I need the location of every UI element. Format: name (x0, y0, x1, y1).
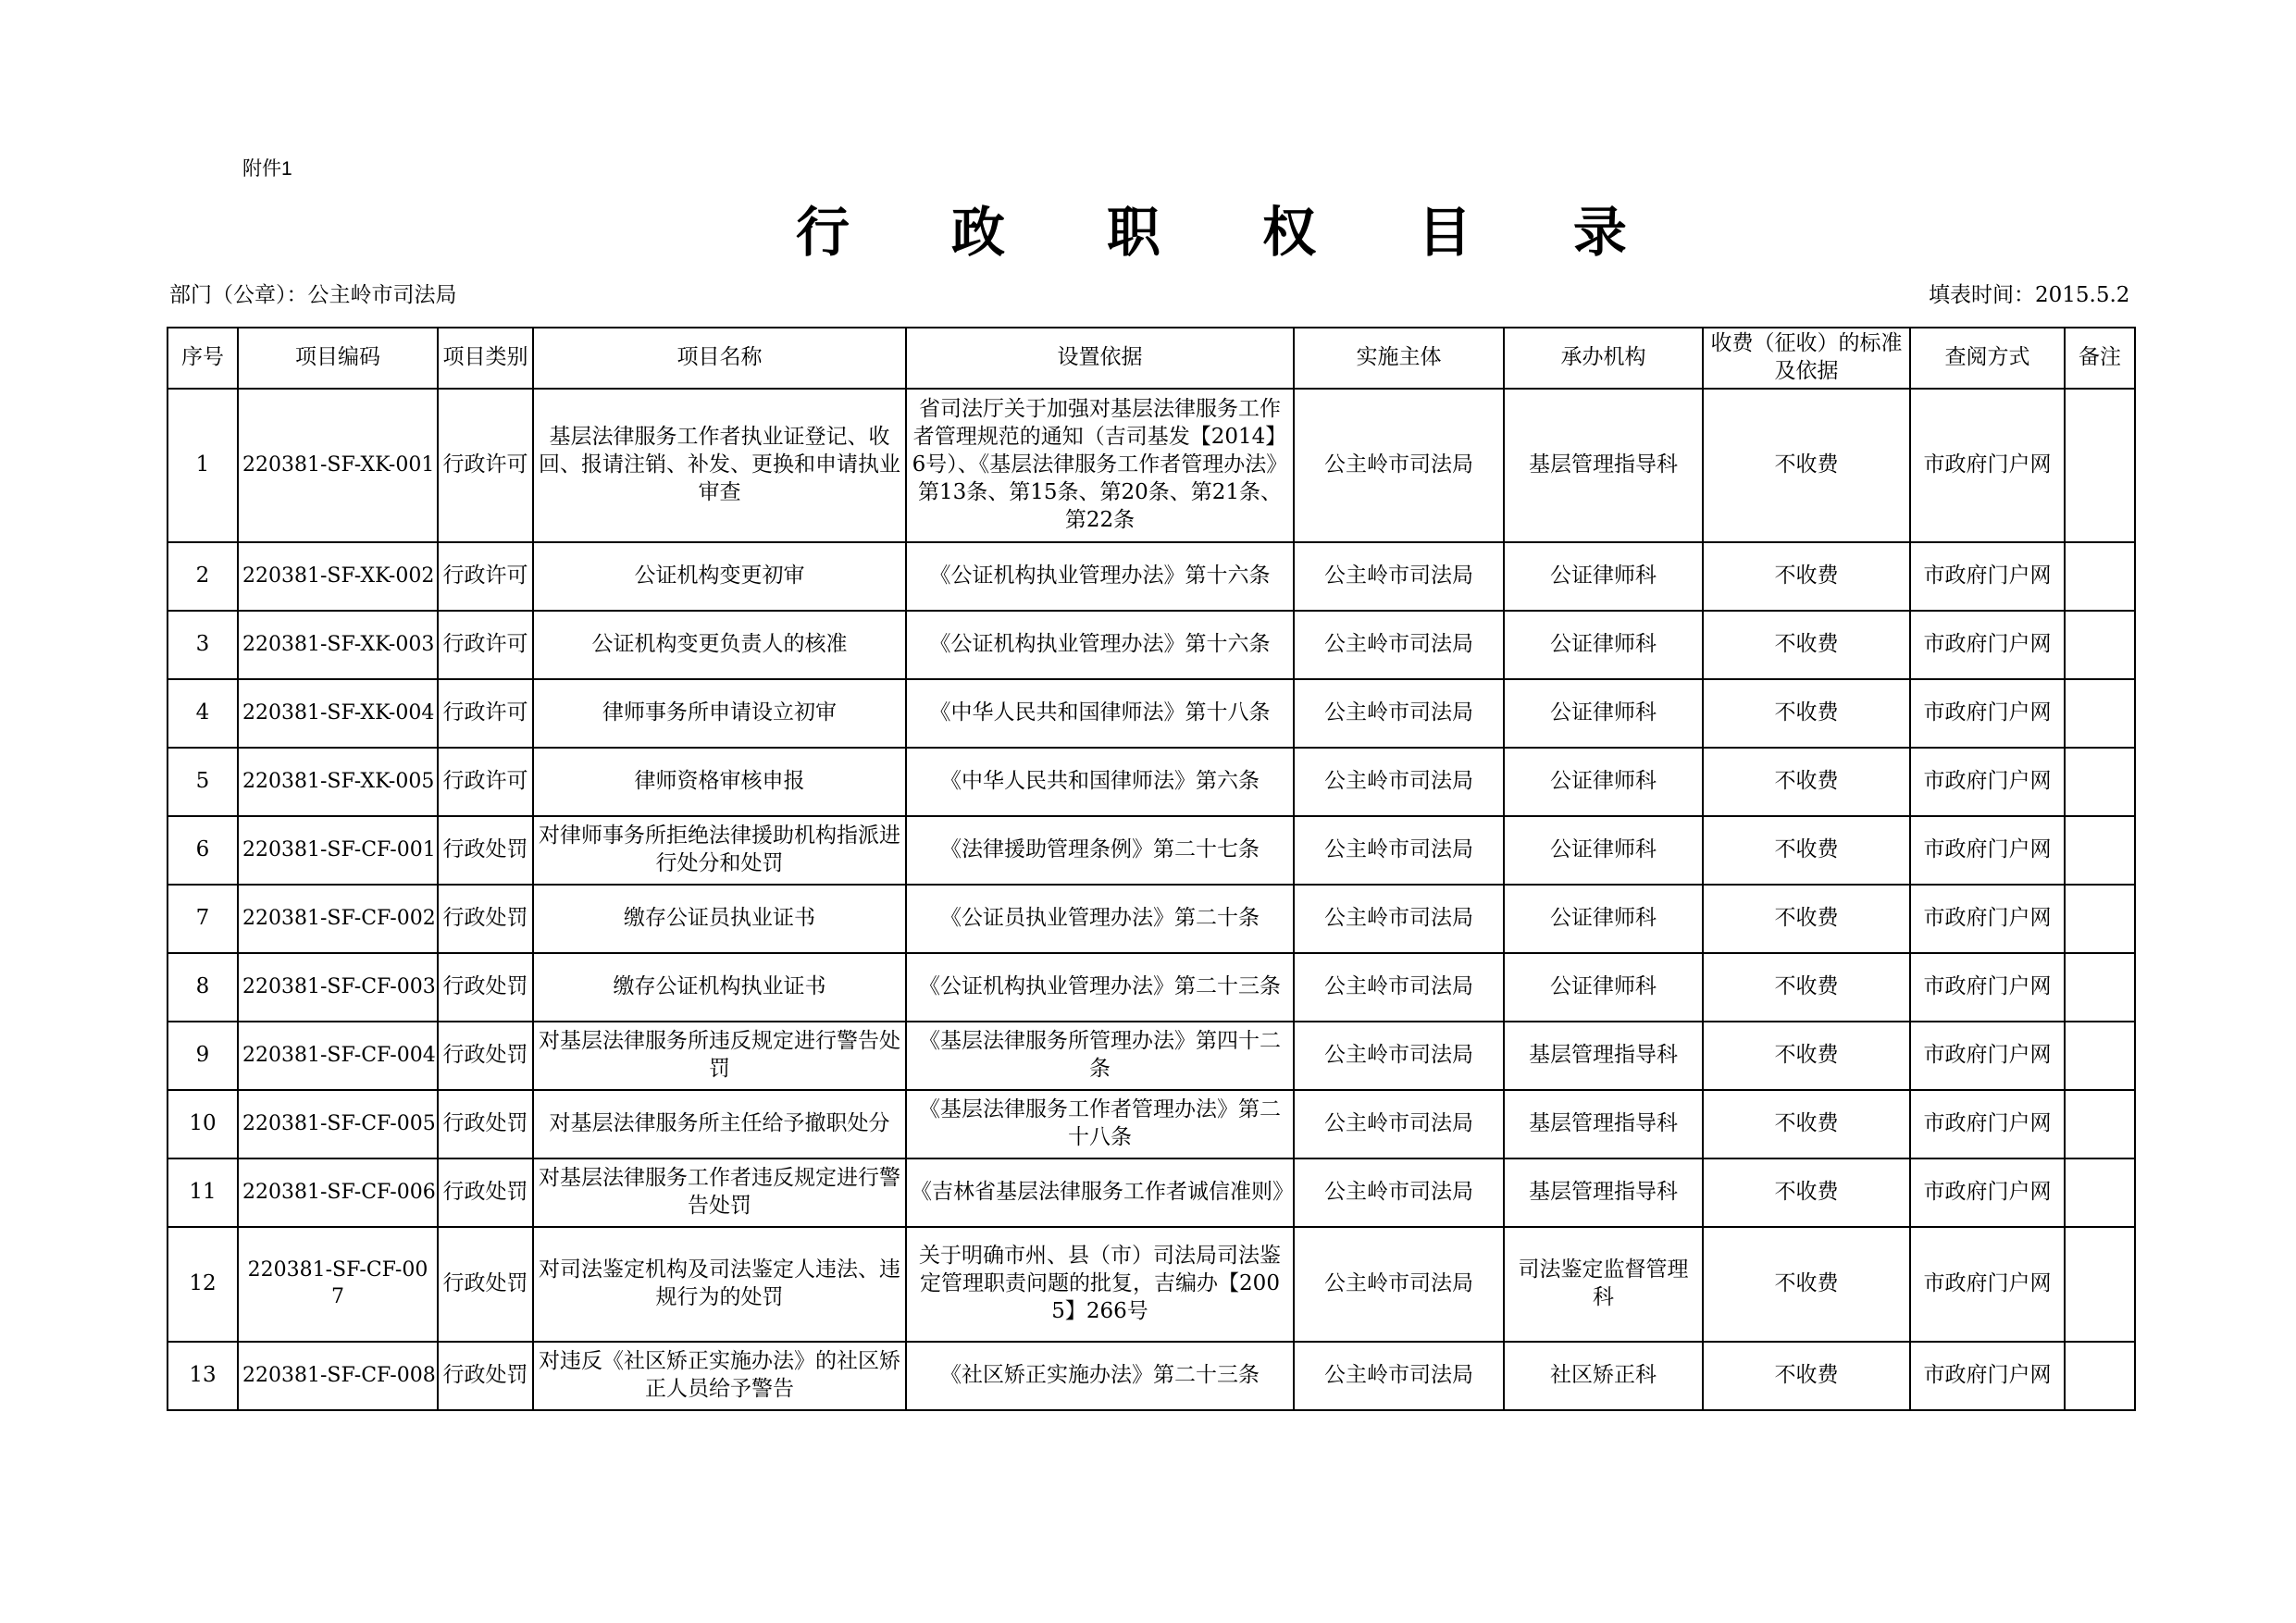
remark (2065, 953, 2135, 1022)
legal-basis: 省司法厅关于加强对基层法律服务工作者管理规范的通知（吉司基发【2014】6号）、《基层法律服务工作者管理办法》第13条、第15条、第20条、第21条、第22条 (906, 389, 1294, 542)
access-method: 市政府门户网 (1910, 611, 2065, 679)
title-char: 行 (796, 201, 852, 264)
item-code: 220381-SF-XK-005 (238, 748, 438, 816)
row-number: 10 (168, 1090, 238, 1158)
implementing-body: 公主岭市司法局 (1294, 1227, 1504, 1342)
table-row (168, 1342, 2135, 1410)
item-code: 220381-SF-CF-005 (238, 1090, 438, 1158)
item-name: 对基层法律服务所违反规定进行警告处罚 (533, 1022, 906, 1090)
header-cell: 项目名称 (533, 328, 906, 389)
access-method: 市政府门户网 (1910, 389, 2065, 542)
legal-basis: 《公证机构执业管理办法》第十六条 (906, 611, 1294, 679)
row-number: 8 (168, 953, 238, 1022)
item-code: 220381-SF-CF-002 (238, 885, 438, 953)
fee-standard: 不收费 (1703, 748, 1910, 816)
row-number: 5 (168, 748, 238, 816)
implementing-body: 公主岭市司法局 (1294, 611, 1504, 679)
item-code: 220381-SF-XK-003 (238, 611, 438, 679)
row-number: 12 (168, 1227, 238, 1342)
table-row (168, 885, 2135, 953)
header-cell: 查阅方式 (1910, 328, 2065, 389)
item-category: 行政处罚 (438, 1227, 533, 1342)
access-method: 市政府门户网 (1910, 816, 2065, 885)
fee-standard: 不收费 (1703, 1227, 1910, 1342)
implementing-body: 公主岭市司法局 (1294, 953, 1504, 1022)
item-name: 缴存公证机构执业证书 (533, 953, 906, 1022)
remark (2065, 679, 2135, 748)
handling-office: 公证律师科 (1504, 611, 1703, 679)
access-method: 市政府门户网 (1910, 885, 2065, 953)
remark (2065, 748, 2135, 816)
row-number: 9 (168, 1022, 238, 1090)
catalog-table (167, 327, 2136, 1411)
implementing-body: 公主岭市司法局 (1294, 679, 1504, 748)
handling-office: 公证律师科 (1504, 542, 1703, 611)
access-method: 市政府门户网 (1910, 1022, 2065, 1090)
implementing-body: 公主岭市司法局 (1294, 748, 1504, 816)
item-category: 行政许可 (438, 542, 533, 611)
header-cell: 收费（征收）的标准及依据 (1703, 328, 1910, 389)
item-category: 行政许可 (438, 748, 533, 816)
remark (2065, 389, 2135, 542)
legal-basis: 《吉林省基层法律服务工作者诚信准则》 (906, 1158, 1294, 1227)
remark (2065, 542, 2135, 611)
item-category: 行政处罚 (438, 1022, 533, 1090)
header-cell: 设置依据 (906, 328, 1294, 389)
remark (2065, 1090, 2135, 1158)
table-row (168, 953, 2135, 1022)
remark (2065, 1227, 2135, 1342)
handling-office: 基层管理指导科 (1504, 1022, 1703, 1090)
implementing-body: 公主岭市司法局 (1294, 1022, 1504, 1090)
table-row (168, 1090, 2135, 1158)
handling-office: 基层管理指导科 (1504, 389, 1703, 542)
header-cell: 承办机构 (1504, 328, 1703, 389)
item-category: 行政处罚 (438, 816, 533, 885)
item-category: 行政处罚 (438, 1090, 533, 1158)
implementing-body: 公主岭市司法局 (1294, 542, 1504, 611)
legal-basis: 关于明确市州、县（市）司法局司法鉴定管理职责问题的批复，吉编办【2005】266号 (906, 1227, 1294, 1342)
row-number: 2 (168, 542, 238, 611)
handling-office: 公证律师科 (1504, 679, 1703, 748)
row-number: 1 (168, 389, 238, 542)
fee-standard: 不收费 (1703, 542, 1910, 611)
item-code: 220381-SF-CF-007 (238, 1227, 438, 1342)
item-code: 220381-SF-CF-003 (238, 953, 438, 1022)
implementing-body: 公主岭市司法局 (1294, 1158, 1504, 1227)
remark (2065, 816, 2135, 885)
legal-basis: 《中华人民共和国律师法》第六条 (906, 748, 1294, 816)
header-cell: 项目类别 (438, 328, 533, 389)
remark (2065, 885, 2135, 953)
table-row (168, 1022, 2135, 1090)
fee-standard: 不收费 (1703, 1158, 1910, 1227)
item-code: 220381-SF-CF-008 (238, 1342, 438, 1410)
title-char: 目 (1417, 201, 1473, 264)
access-method: 市政府门户网 (1910, 1227, 2065, 1342)
department-label: 部门（公章）：公主岭市司法局 (169, 283, 457, 307)
table-row (168, 1158, 2135, 1227)
handling-office: 基层管理指导科 (1504, 1158, 1703, 1227)
item-category: 行政处罚 (438, 1158, 533, 1227)
fee-standard: 不收费 (1703, 1342, 1910, 1410)
access-method: 市政府门户网 (1910, 679, 2065, 748)
table-row (168, 679, 2135, 748)
table-row (168, 611, 2135, 679)
item-category: 行政处罚 (438, 1342, 533, 1410)
fee-standard: 不收费 (1703, 679, 1910, 748)
title-char: 录 (1572, 201, 1629, 264)
header-cell: 实施主体 (1294, 328, 1504, 389)
item-name: 缴存公证员执业证书 (533, 885, 906, 953)
legal-basis: 《法律援助管理条例》第二十七条 (906, 816, 1294, 885)
table-row (168, 389, 2135, 542)
item-code: 220381-SF-XK-001 (238, 389, 438, 542)
fee-standard: 不收费 (1703, 1090, 1910, 1158)
item-code: 220381-SF-CF-006 (238, 1158, 438, 1227)
access-method: 市政府门户网 (1910, 748, 2065, 816)
fee-standard: 不收费 (1703, 816, 1910, 885)
item-name: 律师资格审核申报 (533, 748, 906, 816)
row-number: 4 (168, 679, 238, 748)
implementing-body: 公主岭市司法局 (1294, 816, 1504, 885)
fee-standard: 不收费 (1703, 611, 1910, 679)
row-number: 3 (168, 611, 238, 679)
item-name: 对基层法律服务工作者违反规定进行警告处罚 (533, 1158, 906, 1227)
item-code: 220381-SF-CF-004 (238, 1022, 438, 1090)
legal-basis: 《中华人民共和国律师法》第十八条 (906, 679, 1294, 748)
title-char: 职 (1106, 201, 1162, 264)
title-char: 权 (1261, 201, 1318, 264)
fill-time-label: 填表时间：2015.5.2 (1929, 283, 2130, 307)
row-number: 7 (168, 885, 238, 953)
item-code: 220381-SF-XK-004 (238, 679, 438, 748)
implementing-body: 公主岭市司法局 (1294, 1342, 1504, 1410)
table-row (168, 816, 2135, 885)
fee-standard: 不收费 (1703, 389, 1910, 542)
header-cell: 备注 (2065, 328, 2135, 389)
item-category: 行政许可 (438, 679, 533, 748)
page-title (796, 189, 1629, 266)
item-name: 公证机构变更负责人的核准 (533, 611, 906, 679)
handling-office: 司法鉴定监督管理科 (1504, 1227, 1703, 1342)
implementing-body: 公主岭市司法局 (1294, 1090, 1504, 1158)
header-cell: 序号 (168, 328, 238, 389)
item-name: 基层法律服务工作者执业证登记、收回、报请注销、补发、更换和申请执业审查 (533, 389, 906, 542)
remark (2065, 611, 2135, 679)
item-name: 对违反《社区矫正实施办法》的社区矫正人员给予警告 (533, 1342, 906, 1410)
fee-standard: 不收费 (1703, 885, 1910, 953)
access-method: 市政府门户网 (1910, 953, 2065, 1022)
handling-office: 社区矫正科 (1504, 1342, 1703, 1410)
item-name: 对司法鉴定机构及司法鉴定人违法、违规行为的处罚 (533, 1227, 906, 1342)
remark (2065, 1342, 2135, 1410)
access-method: 市政府门户网 (1910, 1090, 2065, 1158)
fee-standard: 不收费 (1703, 953, 1910, 1022)
item-category: 行政许可 (438, 389, 533, 542)
row-number: 6 (168, 816, 238, 885)
remark (2065, 1158, 2135, 1227)
legal-basis: 《基层法律服务工作者管理办法》第二十八条 (906, 1090, 1294, 1158)
table-row (168, 748, 2135, 816)
legal-basis: 《公证机构执业管理办法》第十六条 (906, 542, 1294, 611)
header-row (168, 328, 2135, 389)
item-code: 220381-SF-CF-001 (238, 816, 438, 885)
row-number: 11 (168, 1158, 238, 1227)
handling-office: 公证律师科 (1504, 885, 1703, 953)
handling-office: 基层管理指导科 (1504, 1090, 1703, 1158)
access-method: 市政府门户网 (1910, 1342, 2065, 1410)
fee-standard: 不收费 (1703, 1022, 1910, 1090)
header-cell: 项目编码 (238, 328, 438, 389)
legal-basis: 《公证员执业管理办法》第二十条 (906, 885, 1294, 953)
item-category: 行政许可 (438, 611, 533, 679)
item-name: 公证机构变更初审 (533, 542, 906, 611)
row-number: 13 (168, 1342, 238, 1410)
remark (2065, 1022, 2135, 1090)
item-category: 行政处罚 (438, 953, 533, 1022)
item-name: 对律师事务所拒绝法律援助机构指派进行处分和处罚 (533, 816, 906, 885)
access-method: 市政府门户网 (1910, 1158, 2065, 1227)
table-row (168, 1227, 2135, 1342)
table-row (168, 542, 2135, 611)
implementing-body: 公主岭市司法局 (1294, 389, 1504, 542)
access-method: 市政府门户网 (1910, 542, 2065, 611)
legal-basis: 《社区矫正实施办法》第二十三条 (906, 1342, 1294, 1410)
item-name: 律师事务所申请设立初审 (533, 679, 906, 748)
implementing-body: 公主岭市司法局 (1294, 885, 1504, 953)
legal-basis: 《公证机构执业管理办法》第二十三条 (906, 953, 1294, 1022)
handling-office: 公证律师科 (1504, 748, 1703, 816)
handling-office: 公证律师科 (1504, 816, 1703, 885)
item-name: 对基层法律服务所主任给予撤职处分 (533, 1090, 906, 1158)
legal-basis: 《基层法律服务所管理办法》第四十二条 (906, 1022, 1294, 1090)
title-char: 政 (950, 201, 1007, 264)
item-code: 220381-SF-XK-002 (238, 542, 438, 611)
handling-office: 公证律师科 (1504, 953, 1703, 1022)
attachment-label: 附件1 (242, 158, 292, 180)
item-category: 行政处罚 (438, 885, 533, 953)
